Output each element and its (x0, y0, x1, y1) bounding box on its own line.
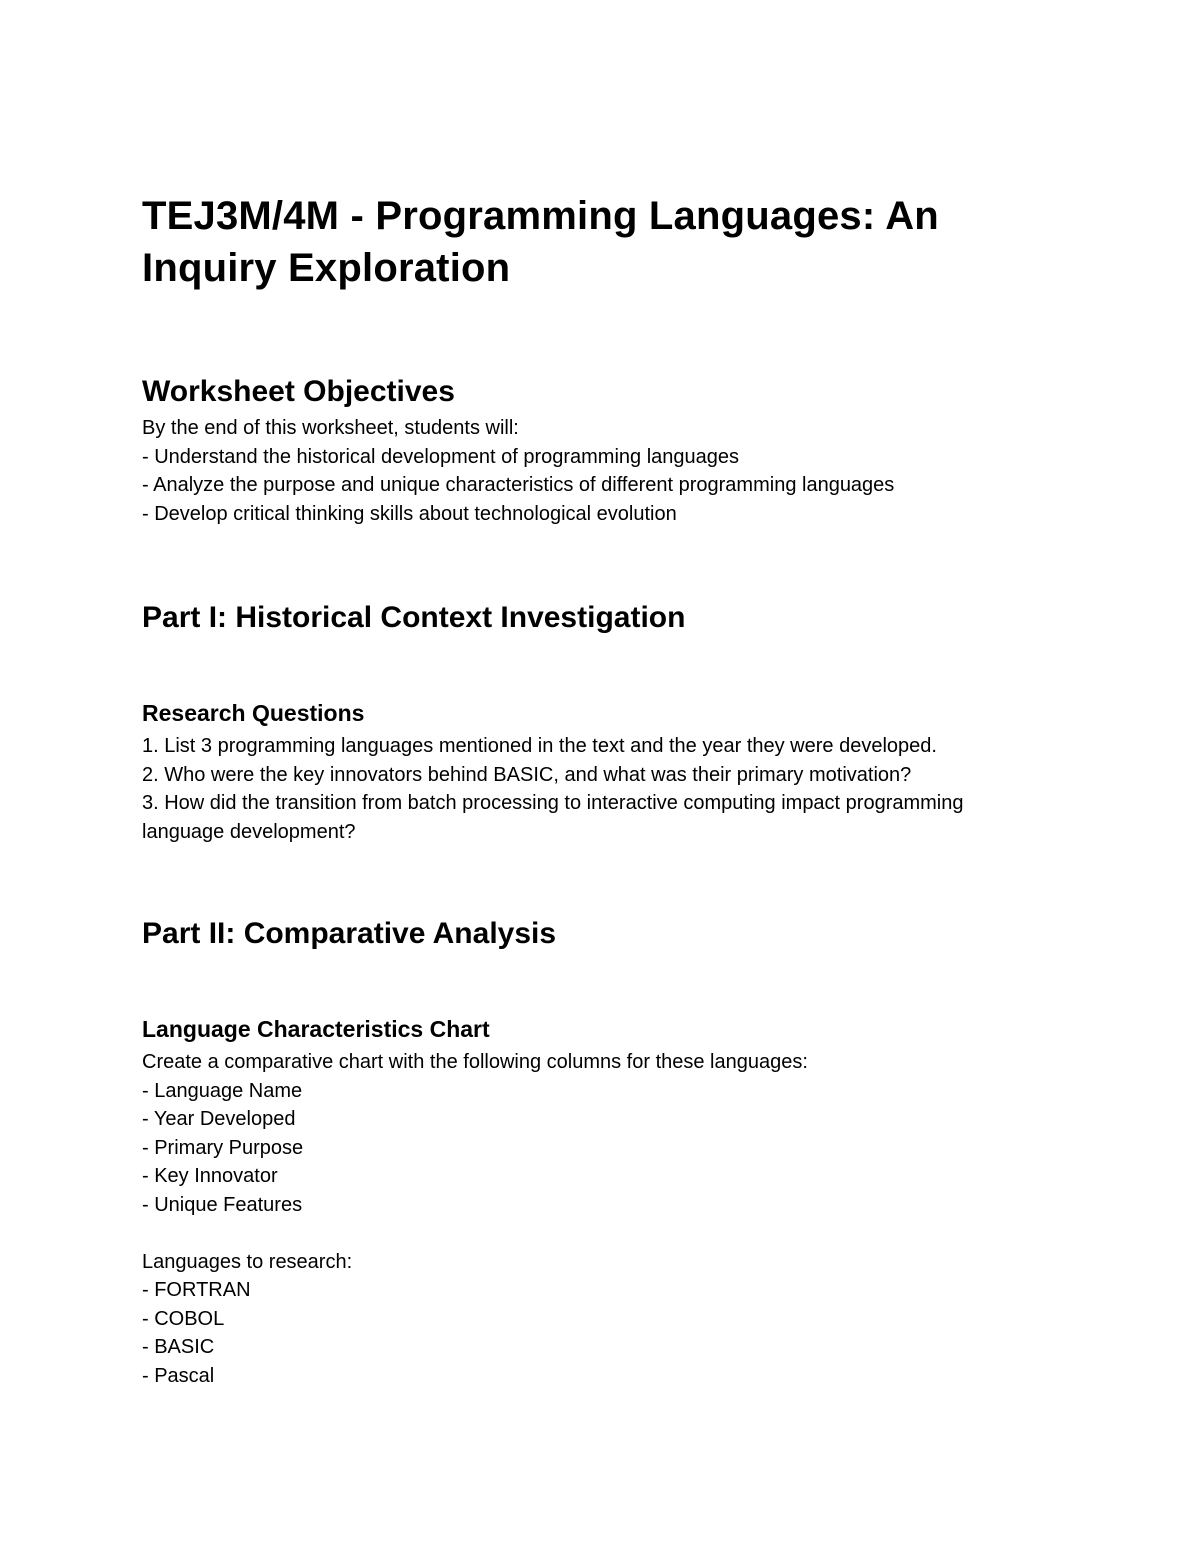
objectives-heading: Worksheet Objectives (142, 375, 455, 408)
objectives-intro: By the end of this worksheet, students will: (142, 417, 519, 439)
part1-section (142, 600, 1062, 846)
document-title: TEJ3M/4M - Programming Languages: An Inquiry Exploration (142, 194, 939, 290)
objective-item: - Develop critical thinking skills about technological evolution (142, 502, 677, 525)
language-item: - Pascal (142, 1364, 215, 1387)
chart-column-item: - Language Name (142, 1079, 303, 1102)
research-question: 2. Who were the key innovators behind BASIC, and what was their primary motivation? (142, 763, 912, 786)
part1-heading: Part I: Historical Context Investigation (142, 601, 686, 634)
blank-line (142, 1219, 1062, 1248)
objective-item: - Analyze the purpose and unique characteristics of different programming languages (142, 474, 895, 496)
language-item: - COBOL (142, 1307, 225, 1330)
chart-intro: Create a comparative chart with the following columns for these languages: (142, 1051, 808, 1073)
part2-heading: Part II: Comparative Analysis (142, 917, 557, 950)
chart-heading: Language Characteristics Chart (142, 1016, 490, 1042)
objective-item: - Understand the historical development of programming languages (142, 445, 740, 468)
language-item: - FORTRAN (142, 1279, 251, 1301)
worksheet-page (142, 190, 1062, 1390)
chart-column-item: - Key Innovator (142, 1165, 278, 1187)
objectives-section (142, 374, 1062, 528)
chart-column-item: - Year Developed (142, 1108, 296, 1130)
part2-section (142, 916, 1062, 1390)
chart-column-item: - Unique Features (142, 1193, 303, 1216)
chart-column-item: - Primary Purpose (142, 1136, 304, 1159)
research-question: 1. List 3 programming languages mentioned in the text and the year they were developed. (142, 735, 937, 757)
research-question: 3. How did the transition from batch processing to interactive computing impact programming language development? (142, 792, 964, 843)
research-questions-heading: Research Questions (142, 700, 365, 726)
languages-intro: Languages to research: (142, 1250, 353, 1273)
language-item: - BASIC (142, 1336, 215, 1358)
